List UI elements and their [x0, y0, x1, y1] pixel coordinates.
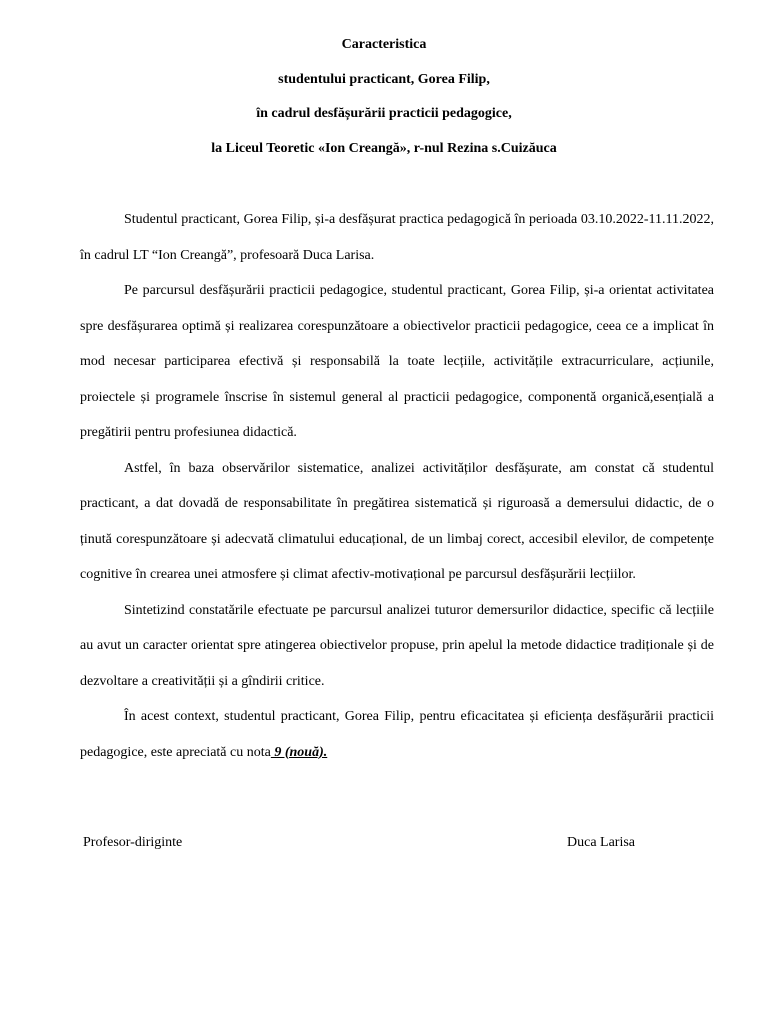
- title-line-3: în cadrul desfășurării practicii pedagogice,: [256, 106, 512, 121]
- document-body: [80, 202, 714, 770]
- conclusion-text: În acest context, studentul practicant, Gorea Filip, pentru eficacitatea și eficiența desfășurării practicii pedagogice, este apreciată cu nota: [80, 709, 714, 760]
- signature-role: Profesor-diriginte: [83, 835, 183, 850]
- paragraph-conclusion: [80, 699, 714, 770]
- paragraph-observations: Astfel, în baza observărilor sistematice, analizei activităților desfășurate, am constat că studentul practicant, a dat dovadă de responsabilitate în pregătirea sistematică și riguroasă a demersului didactic, de o ținută corespunzătoare și adecvată climatului educațional, de un limbaj corect, accesibil elevilor, de competențe cognitive în crearea unei atmosfere și climat afectiv-motivațional pe parcursul desfășurării lecțiilor.: [80, 460, 714, 582]
- signature-name: Duca Larisa: [567, 835, 636, 850]
- grade-value: 9 (nouă).: [270, 744, 328, 760]
- title-line-4: la Liceul Teoretic «Ion Creangă», r-nul Rezina s.Cuizăuca: [211, 140, 557, 156]
- title-line-2: studentului practicant, Gorea Filip,: [278, 71, 490, 87]
- paragraph-synthesis: Sintetizind constatările efectuate pe parcursul analizei tuturor demersurilor didactice, specific că lecțiile au avut un caracter orientat spre atingerea obiectivelor propuse, prin apelul la metode didactice tradiționale și de dezvoltare a creativității și a gîndirii critice.: [80, 602, 714, 689]
- paragraph-activity: Pe parcursul desfășurării practicii pedagogice, studentul practicant, Gorea Filip, și-a orientat activitatea spre desfășurarea optimă și realizarea corespunzătoare a obiectivelor practicii pedagogice, ceea ce a implicat în mod necesar participarea efectivă și responsabilă la toate lecțiile, activitățile extracurriculare, acțiunile, proiectele și programele înscrise în sistemul general al practicii pedagogice, componentă organică,esențială a pregătirii pentru profesiunea didactică.: [80, 283, 714, 440]
- title-line-1: Caracteristica: [341, 37, 427, 52]
- document-title: [0, 36, 768, 174]
- paragraph-period: Studentul practicant, Gorea Filip, și-a desfășurat practica pedagogică în perioada 03.10.2022-11.11.2022, în cadrul LT “Ion Creangă”, profesoară Duca Larisa.: [80, 212, 714, 263]
